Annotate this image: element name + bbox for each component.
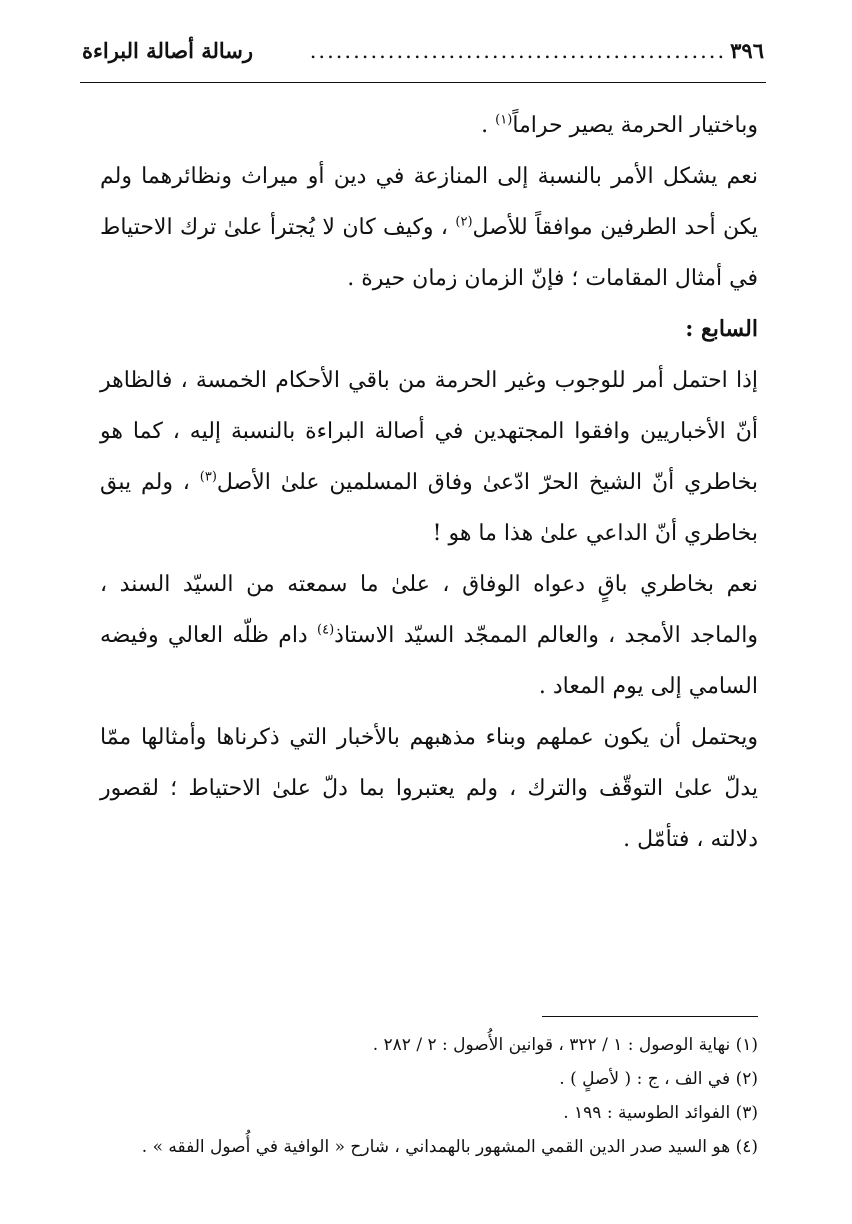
footnote-ref: (٣) bbox=[199, 469, 217, 485]
paragraph bbox=[100, 355, 758, 559]
paragraph bbox=[100, 151, 758, 304]
paragraph-text: وباختيار الحرمة يصير حراماً bbox=[512, 113, 758, 138]
paragraph-text: دام ظلّه العالي وفيضه السامي إلى يوم المعاد . bbox=[100, 623, 758, 699]
page-number: ٣٩٦ bbox=[730, 38, 764, 63]
header-rule bbox=[80, 82, 766, 83]
paragraph bbox=[100, 100, 758, 151]
footnotes bbox=[100, 1028, 758, 1164]
body-text bbox=[100, 100, 758, 865]
heading-text: السابع : bbox=[685, 316, 758, 342]
footnote-ref: (٤) bbox=[317, 622, 335, 638]
footnote-ref: (٢) bbox=[455, 214, 473, 230]
header-leader-dots: ................................................ bbox=[309, 39, 727, 63]
footnote: (٢) في الف ، ج : ( لأصلٍ ) . bbox=[559, 1069, 758, 1089]
footnote-separator bbox=[542, 1016, 758, 1017]
paragraph bbox=[100, 559, 758, 712]
paragraph-text: ويحتمل أن يكون عملهم وبناء مذهبهم بالأخبار التي ذكرناها وأمثالها ممّا يدلّ علىٰ التوقّف والترك ، ولم يعتبروا بما دلّ علىٰ الاحتياط ؛ لقصور دلالته ، فتأمّل . bbox=[100, 725, 758, 852]
page-header bbox=[82, 38, 764, 74]
paragraph-text: نعم بخاطري باقٍ دعواه الوفاق ، علىٰ ما سمعته من السيّد السند ، والماجد الأمجد ، والعالم الممجّد السيّد الاستاذ bbox=[100, 572, 758, 648]
paragraph-text: نعم يشكل الأمر بالنسبة إلى المنازعة في دين أو ميراث ونظائرهما ولم يكن أحد الطرفين موافقاً للأصل bbox=[100, 164, 758, 240]
section-heading bbox=[100, 304, 758, 355]
paragraph bbox=[100, 712, 758, 865]
footnote: (١) نهاية الوصول : ١ / ٣٢٢ ، قوانين الأُصول : ٢ / ٢٨٢ . bbox=[372, 1035, 758, 1055]
footnote: (٣) الفوائد الطوسية : ١٩٩ . bbox=[563, 1103, 758, 1123]
paragraph-text: إذا احتمل أمر للوجوب وغير الحرمة من باقي الأحكام الخمسة ، فالظاهر أنّ الأخباريين وافقوا المجتهدين في أصالة البراءة بالنسبة إليه ، كما هو بخاطري أنّ الشيخ الحرّ ادّعىٰ وفاق المسلمين علىٰ الأصل bbox=[100, 368, 758, 495]
footnote: (٤) هو السيد صدر الدين القمي المشهور بالهمداني ، شارح « الوافية في أُصول الفقه » . bbox=[141, 1137, 758, 1157]
paragraph-text: ، وكيف كان لا يُجترأ علىٰ ترك الاحتياط في أمثال المقامات ؛ فإنّ الزمان زمان حيرة . bbox=[100, 215, 758, 291]
paragraph-text: ، ولم يبق بخاطري أنّ الداعي علىٰ هذا ما هو ! bbox=[100, 470, 758, 546]
footnote-ref: (١) bbox=[495, 112, 513, 128]
running-title: رسالة أصالة البراءة bbox=[82, 38, 254, 63]
paragraph-text: . bbox=[481, 113, 489, 138]
